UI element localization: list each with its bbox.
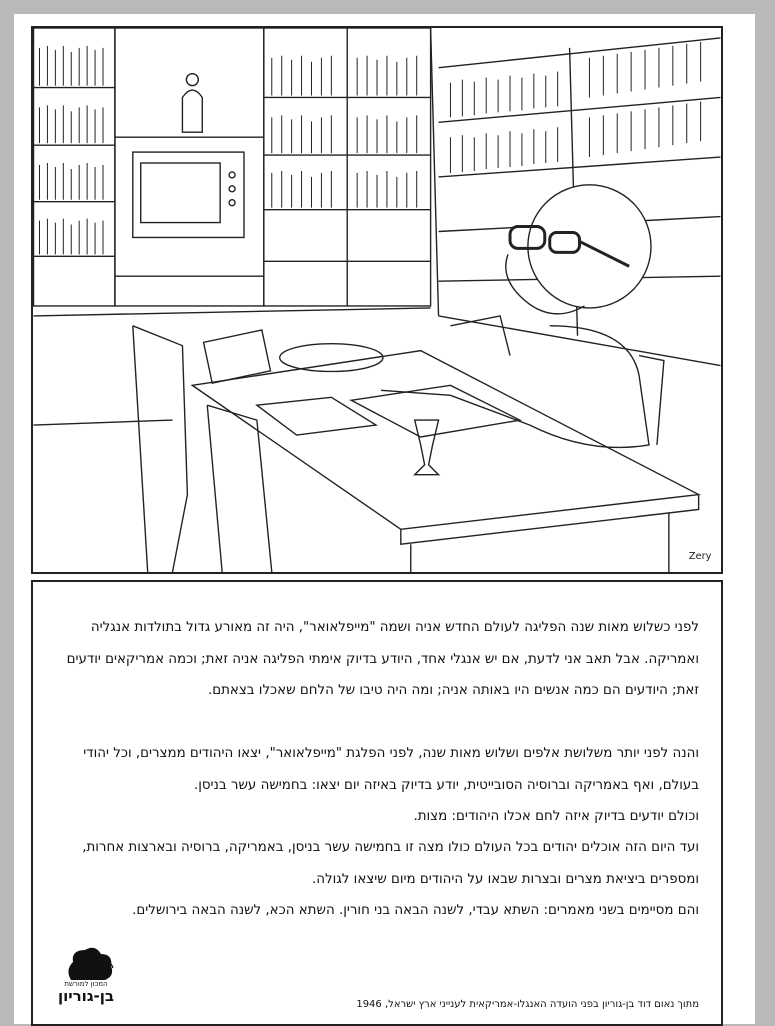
artist-signature: Zery (688, 551, 712, 563)
text-box (31, 580, 723, 1026)
library-scene (33, 28, 721, 572)
ben-gurion-institute-logo (51, 940, 121, 1016)
paragraph-5: והם מסיימים בשני מאמרים: השתא עבדי, לשנה הבאה בני חורין. השתא הכא, לשנה הבאה בירושלים. (132, 903, 699, 918)
logo-small-text: המכון למורשת (64, 980, 108, 988)
logo-name-text: בן-גוריון (57, 987, 115, 1005)
ben-gurion-silhouette-icon (51, 940, 121, 984)
paragraph-1: לפני כשלוש מאות שנה הפליגה לעולם החדש אניה ושמה "מייפלאואר", היה זה מאורע גדול בתולדות אנגליה ואמריקה. אבל תאב אני לדעת, אם יש אנגלי אחד, היודע בדיוק אימתי הפליגה אניה זאת; וכמה אמריקאים יודעים זאת; היודעים הם כמה אנשים היו באותה אניה; ומה היה טיבו של הלחם שאכלו בצאתם. (66, 620, 699, 698)
paragraph-4: ועד היום הזה אוכלים יהודים בכל העולם כולו מצה זו בחמישה עשר בניסן, באמריקה, ברוסיה ובארצות אחרות, ומספרים ביציאת מצרים ובצרות שבאו על היהודים מיום שיצאו לגולה. (82, 840, 699, 887)
paragraph-2: והנה לפני יותר משלושת אלפים ושלוש מאות שנה, לפני הפלגת "מייפלאואר", יצאו היהודים ממצרים, וכל יהודי בעולם, ואף באמריקה וברוסיה הסובייטית, יודע בדיוק באיזה יום יצאו: בחמישה עשר בניסן. (83, 746, 699, 793)
paragraph-3: וכולם יודעים בדיוק איזה לחם אכלו היהודים: מצות. (413, 809, 699, 824)
source-citation: מתוך נאום דוד בן-גוריון בפני הועדה האנגלו-אמריקאית לענייני ארץ ישראל, 1946 (356, 999, 699, 1010)
coloring-page (14, 14, 755, 1024)
library-illustration (31, 26, 723, 574)
